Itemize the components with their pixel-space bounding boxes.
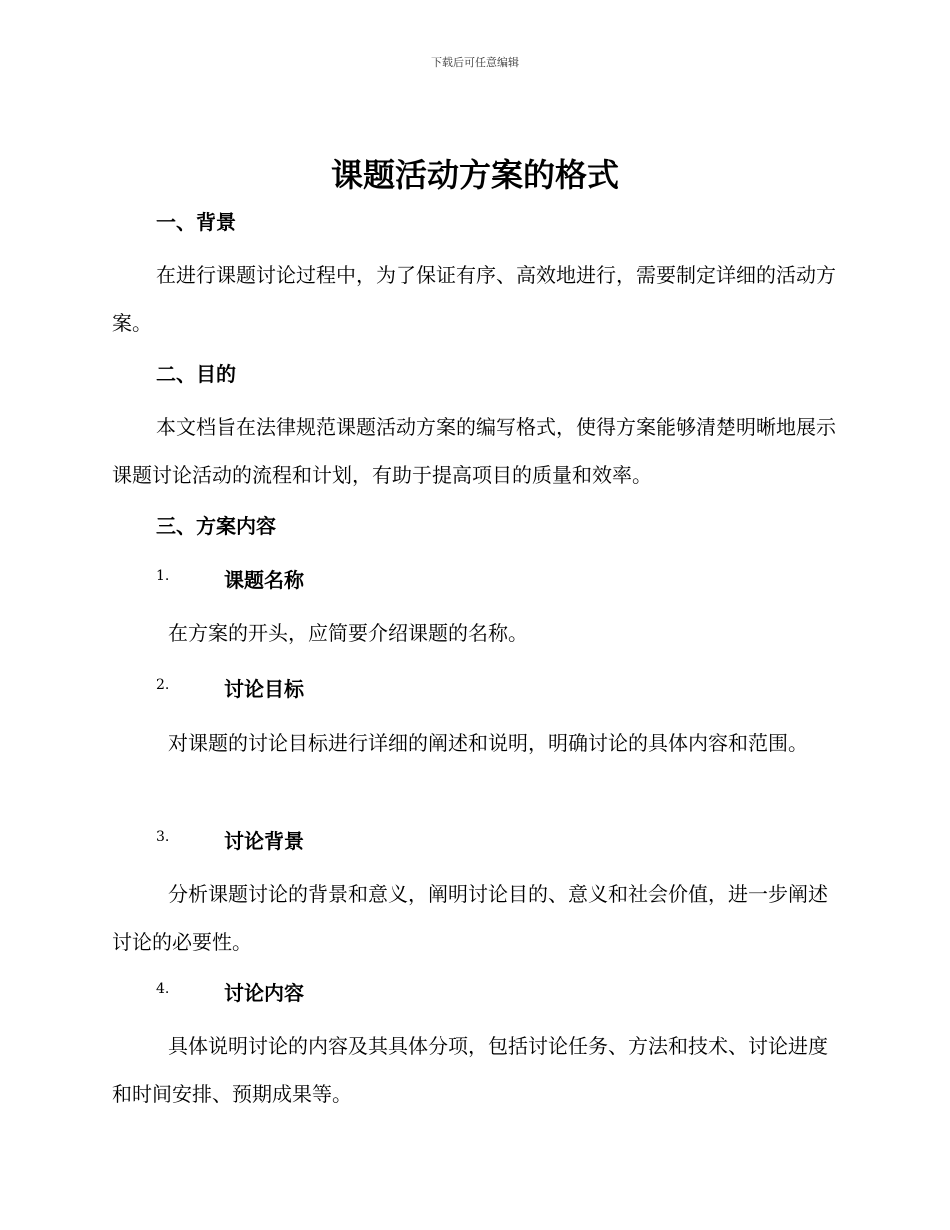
item-number: 1. xyxy=(156,568,170,584)
item-paragraph-discussion-background: 分析课题讨论的背景和意义，阐明讨论目的、意义和社会价值，进一步阐述讨论的必要性。 xyxy=(112,882,828,954)
item-number: 2. xyxy=(156,677,170,693)
section-paragraph-background: 在进行课题讨论过程中，为了保证有序、高效地进行，需要制定详细的活动方案。 xyxy=(112,263,836,335)
section-paragraph-purpose: 本文档旨在法律规范课题活动方案的编写格式，使得方案能够清楚明晰地展示课题讨论活动的流程和计划，有助于提高项目的质量和效率。 xyxy=(112,415,836,487)
item-paragraph-topic-name: 在方案的开头，应简要介绍课题的名称。 xyxy=(168,621,528,645)
item-label: 课题名称 xyxy=(224,568,304,592)
item-label: 讨论目标 xyxy=(224,677,304,701)
item-number: 4. xyxy=(156,981,170,997)
section-heading-purpose: 二、目的 xyxy=(156,362,236,386)
section-heading-content: 三、方案内容 xyxy=(156,514,276,538)
item-paragraph-discussion-goal: 对课题的讨论目标进行详细的阐述和说明，明确讨论的具体内容和范围。 xyxy=(168,731,808,755)
document-title: 课题活动方案的格式 xyxy=(330,156,619,194)
item-label: 讨论背景 xyxy=(224,829,304,853)
header-note: 下载后可任意编辑 xyxy=(431,56,519,69)
item-number: 3. xyxy=(156,829,170,845)
item-paragraph-discussion-content: 具体说明讨论的内容及其具体分项，包括讨论任务、方法和技术、讨论进度和时间安排、预期成果等。 xyxy=(112,1034,828,1106)
item-label: 讨论内容 xyxy=(224,981,304,1005)
section-heading-background: 一、背景 xyxy=(156,210,236,234)
